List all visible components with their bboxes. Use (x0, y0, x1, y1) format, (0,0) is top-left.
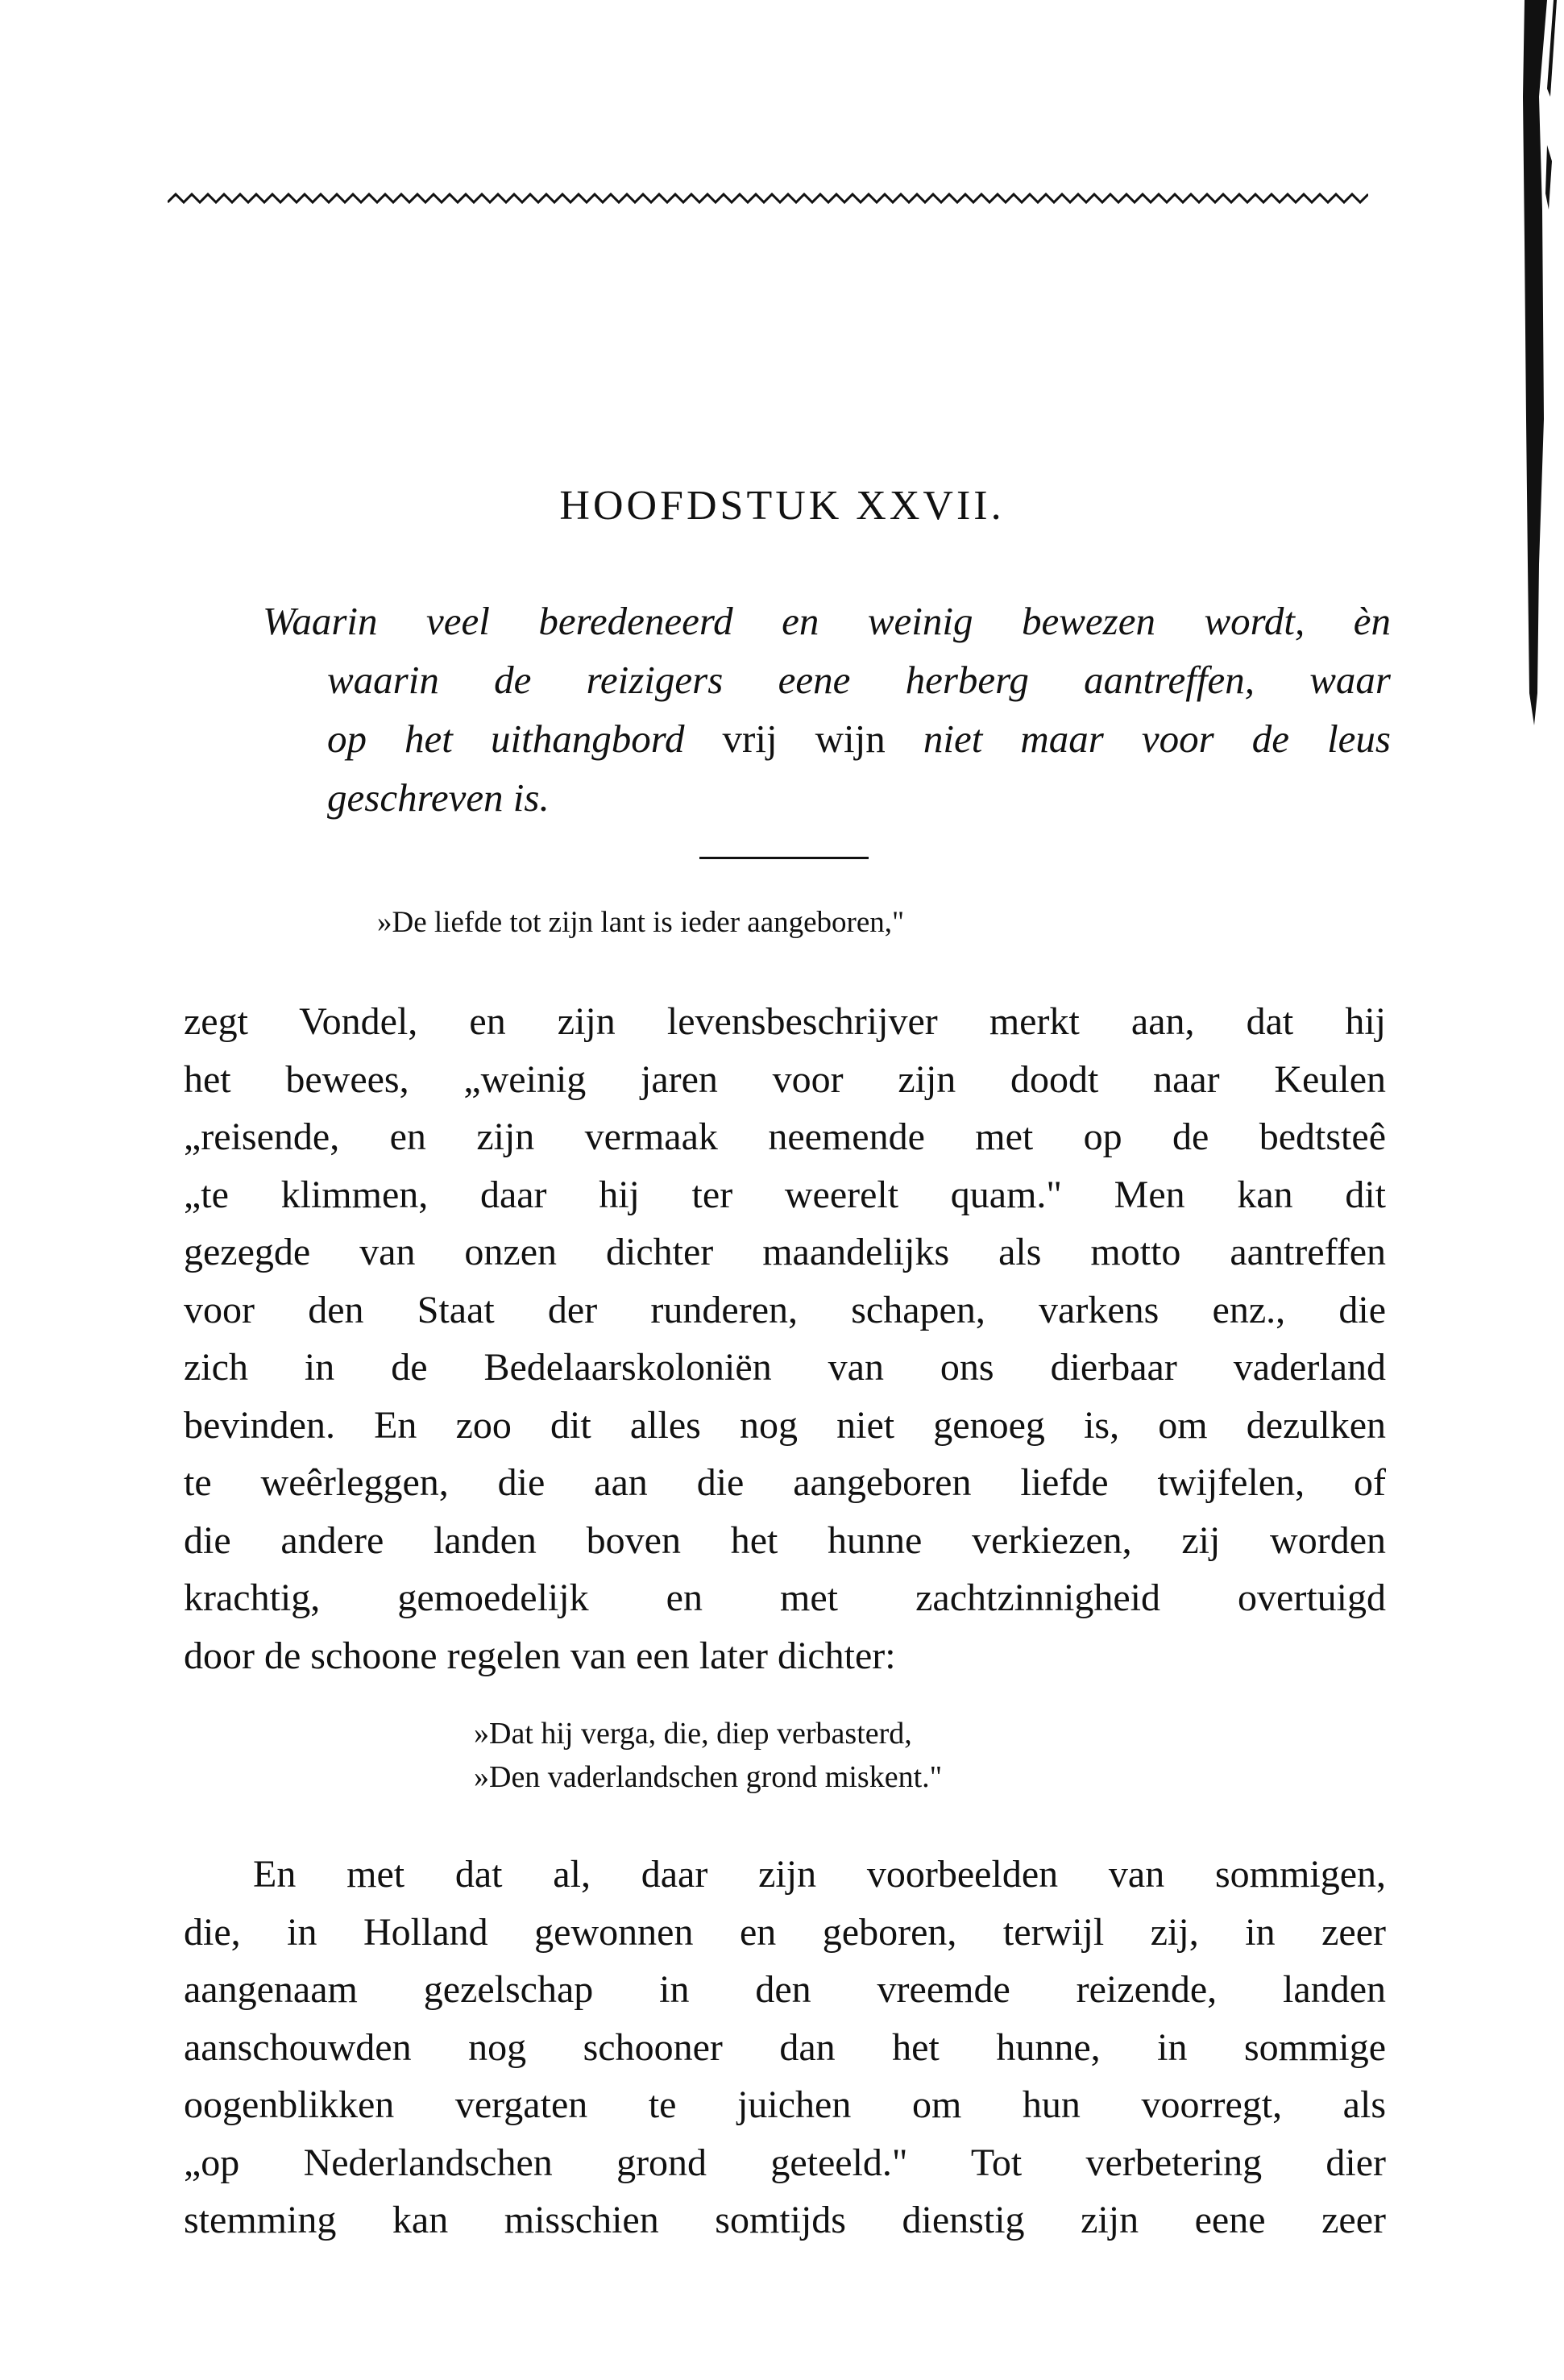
summary-line (263, 592, 1391, 650)
text-line: die andere landen boven het hunne verkiezen, zij worden (184, 1518, 1386, 1562)
text-line: die, in Holland gewonnen en geboren, terwijl zij, in zeer (184, 1910, 1386, 1954)
text-line: krachtig, gemoedelijk en met zachtzinnigheid overtuigd (184, 1576, 1386, 1619)
text-line: bevinden. En zoo dit alles nog niet genoeg is, om dezulken (184, 1403, 1386, 1447)
summary-text: geschreven is. (327, 775, 550, 820)
poem-quote (474, 1712, 942, 1799)
text-line: het bewees, „weinig jaren voor zijn doodt naar Keulen (184, 1057, 1386, 1101)
section-divider (699, 857, 869, 859)
text-line: aanschouwden nog schooner dan het hunne, in sommige (184, 2025, 1386, 2069)
summary-text-italic: niet maar voor de leus (923, 716, 1391, 761)
zigzag-ornament-icon (168, 190, 1368, 206)
chapter-title: HOOFDSTUK XXVII. (559, 483, 1005, 529)
page-edge-shadow-icon (1515, 0, 1564, 806)
text-line: stemming kan misschien somtijds dienstig zijn eene zeer (184, 2199, 1386, 2241)
scanned-page-edge (1515, 0, 1564, 806)
wavy-ornament-rule (168, 190, 1368, 206)
text-line: „op Nederlandschen grond geteeld." Tot verbetering dier (184, 2141, 1386, 2184)
text-line: gezegde van onzen dichter maandelijks als motto aantreffen (184, 1231, 1386, 1273)
text-line: „te klimmen, daar hij ter weerelt quam." Men kan dit (184, 1173, 1386, 1216)
epigraph-quote: »De liefde tot zijn lant is ieder aangeboren," (377, 906, 905, 939)
text-line: En met dat al, daar zijn voorbeelden van sommigen, (253, 1853, 1386, 1896)
summary-text: Waarin veel beredeneerd en weinig bewezen wordt, èn (263, 599, 1391, 643)
text-line: te weêrleggen, die aan die aangeboren liefde twijfelen, of (184, 1461, 1386, 1504)
summary-text: waarin de reizigers eene herberg aantreffen, waar (327, 658, 1391, 702)
text-line: aangenaam gezelschap in den vreemde reizende, landen (184, 1968, 1386, 2011)
poem-line: »Dat hij verga, die, diep verbasterd, (474, 1717, 912, 1751)
paragraph-1 (184, 993, 1386, 1684)
summary-line (263, 768, 1391, 827)
text-line: zich in de Bedelaarskoloniën van ons dierbaar vaderland (184, 1346, 1386, 1389)
paragraph-2 (184, 1846, 1386, 2249)
text-line: voor den Staat der runderen, schapen, varkens enz., die (184, 1288, 1386, 1331)
summary-text-roman: vrij wijn (722, 716, 886, 761)
text-line: oogenblikken vergaten te juichen om hun voorregt, als (184, 2083, 1386, 2126)
summary-line (263, 650, 1391, 709)
text-line: „reisende, en zijn vermaak neemende met op de bedtsteê (184, 1115, 1386, 1158)
summary-text-italic: op het uithangbord (327, 716, 685, 761)
text-line: door de schoone regelen van een later dichter: (184, 1634, 896, 1677)
summary-line (263, 709, 1391, 768)
poem-line: »Den vaderlandschen grond miskent." (474, 1760, 943, 1794)
text-line: zegt Vondel, en zijn levensbeschrijver merkt aan, dat hij (184, 1000, 1386, 1043)
chapter-summary (263, 592, 1391, 827)
